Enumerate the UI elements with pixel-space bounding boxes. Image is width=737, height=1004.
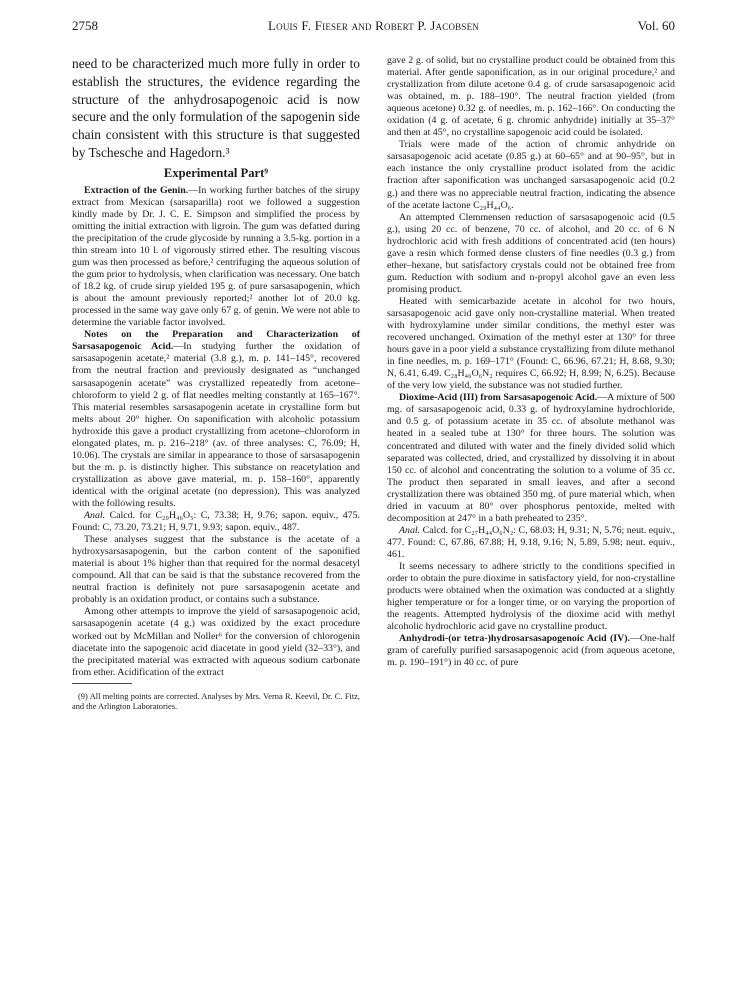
running-title: Louis F. Fieser and Robert P. Jacobsen — [268, 18, 479, 33]
paragraph-attempts: Among other attempts to improve the yield of sarsasapogenoic acid, sarsasapogenin acetate (4 g.) was oxidized by the exact procedure worked out by McMillan and Noller⁶ for the conversion of chlorogenin diacetate into the sapogenoic acid diacetate in good yield (32–33°), and the precipitated material was extracted with aqueous sodium carbonate from ether. Acidification of the extract — [72, 606, 360, 678]
volume-label: Vol. 60 — [637, 18, 675, 33]
footnote: (9) All melting points are corrected. Analyses by Mrs. Verna R. Keevil, Dr. C. Fitz, and the Arlington Laboratories. — [72, 692, 360, 712]
paragraph-chromic-trials: Trials were made of the action of chromic anhydride on sarsasapogenoic acid acetate (0.85 g.) at 60–65° and at 90–95°, but in each instance the only crystalline product isolated from the acidic fraction after saponification was unchanged sarsasapogenoic acid (0.2 g.) and there was no appreciable neutral fraction, indicating the absence of the acetate lactone C₂₉H₄₄O₆. — [387, 139, 675, 211]
running-header — [72, 18, 675, 34]
paragraph-discussion: These analyses suggest that the substance is the acetate of a hydroxysarsasapogenin, but the carbon content of the saponified material is about 1% higher than that required for the normal desacetyl compound. All that can be said is that the substance recovered from the neutral fraction is definitely not pure sarsasapogenin acetate and probably is an oxidation product, or contains such a substance. — [72, 534, 360, 606]
paragraph-lead: Anal. — [84, 510, 106, 522]
section-heading: Experimental Part⁹ — [163, 165, 269, 180]
right-column — [387, 55, 675, 669]
paragraph-lead: Anhydrodi-(or tetra-)hydrosarsasapogenoic Acid (IV). — [399, 633, 631, 645]
paragraph-body: —One-half gram of carefully purified sarsasapogenoic acid (from aqueous acetone, m. p. 190–191°) in 40 cc. of pure — [387, 633, 675, 669]
paragraph-analysis-dioxime — [387, 525, 675, 561]
paragraph-lead: Dioxime-Acid (III) from Sarsasapogenoic Acid. — [399, 392, 598, 404]
paragraph-analysis — [72, 510, 360, 534]
paragraph-body: —A mixture of 500 mg. of sarsasapogenoic acid, 0.33 g. of hydroxylamine hydrochloride, and 0.5 g. of potassium acetate in 35 cc. of absolute methanol was heated in a sealed tube at 130° for three hours. The solution was concentrated and diluted with water and the finely divided solid which separated was collected, dried, and crystallized by dissolving it in about 150 cc. of alcohol and concentrating the solution to a volume of 35 cc. The product then separated in small leaves, and after a second crystallization there was obtained 350 mg. of pure material which, when dried in vacuum at 80° over phosphorus pentoxide, melted with decomposition at 247° in a bath preheated to 235°. — [387, 392, 675, 524]
paragraph-continued: gave 2 g. of solid, but no crystalline product could be obtained from this material. After gentle saponification, as in our original procedure,² and crystallization from dilute acetone 0.4 g. of crude sarsasapogenoic acid was obtained, m. p. 188–190°. The neutral fraction yielded (from aqueous acetone) 0.32 g. of needles, m. p. 162–166°. On conducting the oxidation (4 g. of acetate, 6 g. chromic anhydride) initially at 35–37° and then at 45°, no crystalline sapogenoic acid could be isolated. — [387, 55, 675, 139]
paragraph-body: Calcd. for C₂₇H₄₄O₆N₂: C, 68.03; H, 9.31; N, 5.76; neut. equiv., 477. Found: C, 67.86, 67.88; H, 9.18, 9.16; N, 5.89, 5.98; neut. equiv., 461. — [387, 524, 675, 560]
paragraph-extraction — [72, 185, 360, 330]
paragraph-lead: Extraction of the Genin. — [84, 184, 189, 196]
paragraph-body: —In studying further the oxidation of sarsasapogenin acetate,² material (3.8 g.), m. p. 141–145°, recovered from the neutral fraction and previously designated as “unchanged sarsasapogenin acetate” was crystallized repeatedly from acetone–chloroform to yield 2 g. of flat needles melting constantly at 165–167°. This material resembles sarsasapogenin acetate in crystalline form but melts about 20° higher. On saponification with alcoholic potassium hydroxide this gave a product crystallizing from acetone–chloroform in elongated plates, m. p. 216–218° (av. of three analyses: C, 76.09; H, 10.06). The crystals are similar in appearance to those of sarsasapogenin but the m. p. is distinctly higher. This substance on reacetylation and crystallization as above gave material, m. p. 158–160°, apparently identical with the original acetate (no depression). This was analyzed with the following results. — [72, 341, 361, 509]
paragraph-semicarbazide: Heated with semicarbazide acetate in alcohol for two hours, sarsasapogenoic acid gave only non-crystalline material. When treated with hydroxylamine under similar conditions, the methyl ester was recovered unchanged. Oximation of the methyl ester at 130° for three hours gave in a poor yield a substance crystallizing from dilute methanol in fine needles, m. p. 169–171° (Found: C, 66.96, 67.21; H, 8.68, 9.30; N, 6.41, 6.49. C₂₈H₄₆O₆N₂ requires C, 66.92; H, 8.99; N, 6.25). Because of the very low yield, the substance was not studied further. — [387, 295, 675, 392]
paragraph-lead: Notes on the Preparation and Characterization of Sarsasapogenoic Acid. — [72, 329, 360, 353]
footnote-divider — [72, 683, 132, 684]
paragraph-body: Calcd. for C₂₉H₄₆O₅: C, 73.38; H, 9.76; sapon. equiv., 475. Found: C, 73.20, 73.21; H, 9.71, 9.93; sapon. equiv., 487. — [72, 510, 360, 534]
paragraph-notes — [72, 329, 360, 510]
paragraph-clemmensen: An attempted Clemmensen reduction of sarsasapogenoic acid (0.5 g.), using 20 cc. of benzene, 70 cc. of alcohol, and 20 cc. of 6 N hydrochloric acid with fresh additions of concentrated acid (ten hours) gave a resin which formed dense clusters of fine needles (0.3 g.) from ether–hexane, but satisfactory crystals could not be obtained free from gum. Reduction with sodium and n-propyl alcohol gave an even less promising product. — [387, 211, 675, 295]
left-column — [72, 55, 360, 720]
paragraph-conditions: It seems necessary to adhere strictly to the conditions specified in order to obtain the pure dioxime in satisfactory yield, for non-crystalline products were obtained when the oximation was conducted at a slightly higher temperature or for a longer time, or on varying the proportion of the reagents. Attempted hydrolysis of the dioxime acid with methyl alcoholic hydrochloric acid gave no crystalline product. — [387, 560, 675, 633]
page-number: 2758 — [72, 18, 98, 33]
paragraph-lead: Anal. — [399, 524, 421, 536]
paragraph-dioxime — [387, 392, 675, 525]
intro-paragraph: need to be characterized much more fully in order to establish the structures, the evidence regarding the structure of the anhydrosapogenoic acid is now secure and the only formulation of the sapogenin side chain consistent with this structure is that suggested by Tschesche and Hagedorn.³ — [72, 56, 360, 160]
paragraph-anhydro — [387, 633, 675, 669]
paragraph-body: —In working further batches of the sirupy extract from Mexican (sarsaparilla) root we followed a suggestion kindly made by Dr. J. C. E. Simpson and simplified the process by omitting the initial extraction with ligroin. The gum was defatted during the precipitation of the crude glycoside by running a 3.5-kg. portion in a thin stream into 10 l. of vigorously stirred ether. The resulting viscous gum was then processed as before,² centrifuging the aqueous solution of the gum prior to hydrolysis, when clarification was necessary. One batch of 18.2 kg. of crude sirup yielded 195 g. of pure sarsasapogenin, which is about the amount previously reported;² another lot of 20.0 kg. processed in the same way gave only 67 g. of genin. We were not able to determine the variable factor involved. — [72, 184, 360, 329]
